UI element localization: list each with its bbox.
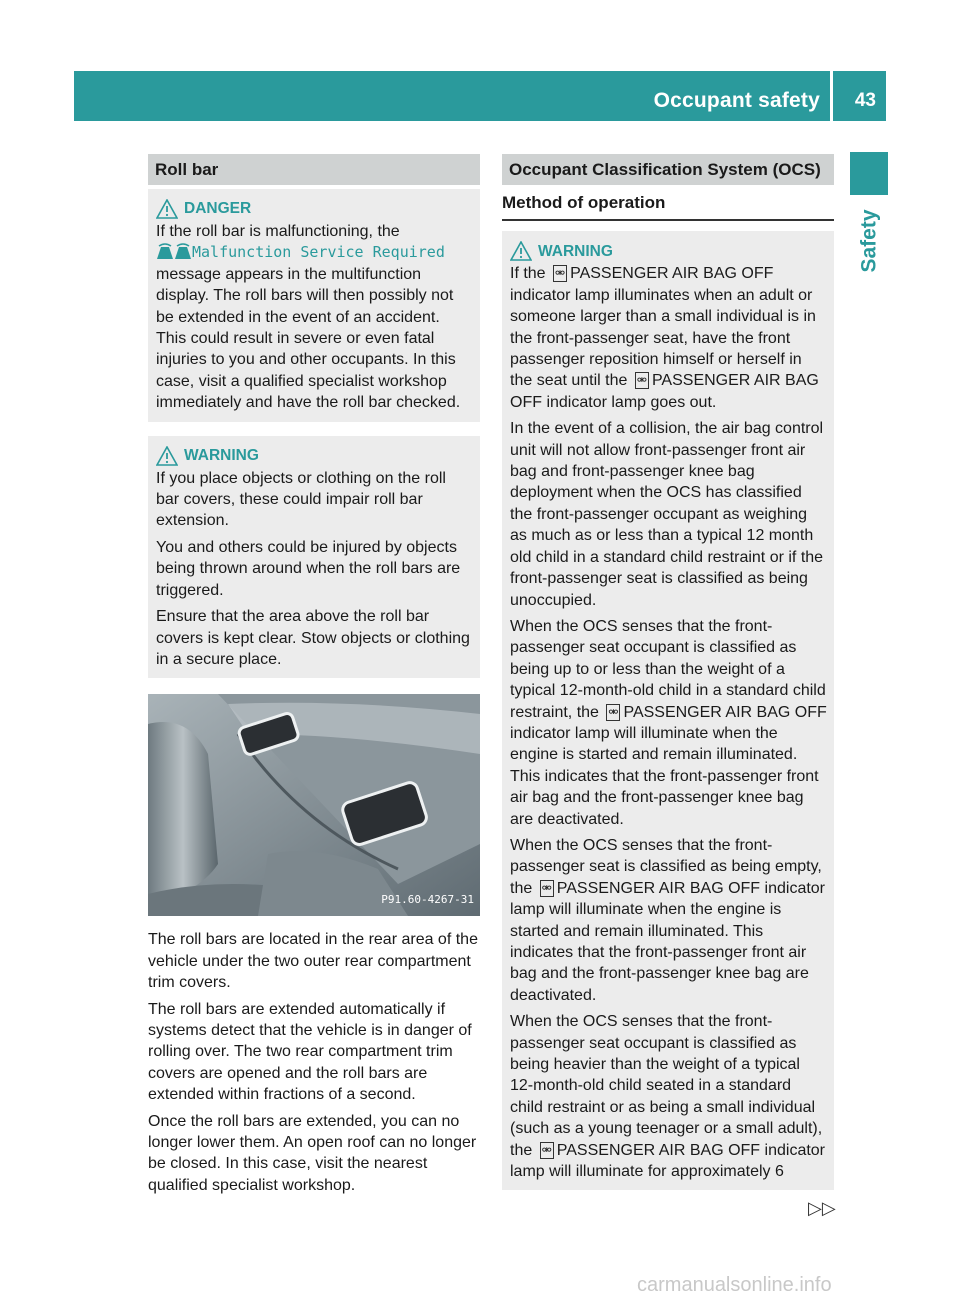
method-of-operation-heading: Method of operation <box>502 185 834 221</box>
warning-triangle-icon <box>156 446 178 466</box>
indicator-name: PASSENGER AIR BAG OFF <box>556 879 761 897</box>
airbag-off-icon: ⚮ <box>608 704 619 719</box>
header-separator <box>830 71 833 121</box>
roll-bar-photo <box>148 694 480 916</box>
airbag-off-icon: ⚮ <box>541 880 552 895</box>
ocs-text: indicator lamp illuminates when an adult or someone larger than a small individual is in the front-passenger seat, have the front passenger reposition himself or herself in the seat until the <box>510 286 816 390</box>
roll-bar-illustration <box>148 694 480 916</box>
side-tab-block <box>850 152 888 195</box>
roll-bar-body <box>148 929 480 1196</box>
page-number: 43 <box>854 90 876 111</box>
danger-label: DANGER <box>184 200 252 218</box>
indicator-name: PASSENGER AIR BAG OFF <box>570 265 774 283</box>
indicator-name: PASSENGER AIR BAG OFF <box>510 372 819 411</box>
danger-box <box>148 189 480 422</box>
airbag-off-icon: ⚮ <box>636 373 647 388</box>
photo-code: P91.60-4267-31 <box>381 892 474 906</box>
roll-bar-heading: Roll bar <box>148 154 480 185</box>
ocs-warning-box <box>502 231 834 1190</box>
danger-text-2: message appears in the multifunction display. The roll bars will then possibly not be extended in the event of an accident. This could result in severe or even fatal injuries to you and other occupants. In this case, visit a qualified specialist workshop immediately and have the roll bar checked. <box>156 265 461 412</box>
watermark: carmanualsonline.info <box>637 1274 832 1296</box>
right-column <box>502 154 834 1190</box>
ocs-text: When the OCS senses that the front-passenger seat is classified as being empty, the <box>510 836 822 897</box>
header-title: Occupant safety <box>653 89 820 112</box>
warning-paragraph: You and others could be injured by objects being thrown around when the roll bars are triggered. <box>156 538 461 599</box>
ocs-text: When the OCS senses that the front-passenger seat occupant is classified as being up to or less than the weight of a typical 12-month-old child in a standard child restraint, the <box>510 617 826 721</box>
ocs-text: indicator lamp will illuminate for approximately 6 <box>510 1141 826 1181</box>
warning-paragraph: Ensure that the area above the roll bar covers is kept clear. Stow objects or clothing in a secure place. <box>156 608 470 668</box>
danger-text-1: If the roll bar is malfunctioning, the <box>156 223 400 240</box>
roll-bar-display-icon <box>156 243 192 260</box>
warning-label: WARNING <box>184 446 259 464</box>
ocs-text: If the <box>510 265 546 283</box>
airbag-off-icon: ⚮ <box>555 266 566 281</box>
airbag-off-icon: ⚮ <box>541 1142 552 1157</box>
warning-box <box>148 436 480 679</box>
ocs-text: indicator lamp will illuminate when the engine is started and remain illuminated. This indicates that the front-passenger front air bag and the front-passenger knee bag are deactivated. <box>510 879 826 1004</box>
warning-triangle-icon <box>156 199 178 219</box>
ocs-heading: Occupant Classification System (OCS) <box>502 154 834 185</box>
ocs-paragraph: In the event of a collision, the air bag control unit will not allow front-passenger front air bag and front-passenger knee bag deployment when the OCS has classified the front-passenger occupant as weighing as much as or less than a typical 12 month old child in a standard child restraint or if the front-passenger seat is classified as being unoccupied. <box>510 420 824 609</box>
warning-label: WARNING <box>538 242 613 260</box>
body-paragraph: The roll bars are extended automatically if systems detect that the vehicle is in danger of rolling over. The two rear compartment trim covers are opened and the roll bars are extended within fractions of a second. <box>148 1000 472 1104</box>
continue-marker: ▷▷ <box>808 1198 836 1218</box>
indicator-name: PASSENGER AIR BAG OFF <box>556 1141 761 1159</box>
ocs-text: indicator lamp will illuminate when the engine is started and remain illuminated. This indicates that the front-passenger front air bag and the front-passenger knee bag are deactivated. <box>510 724 819 828</box>
body-paragraph: The roll bars are located in the rear area of the vehicle under the two outer rear compartment trim covers. <box>148 931 478 992</box>
ocs-text: When the OCS senses that the front-passenger seat occupant is classified as being heavier than the weight of a typical 12-month-old child seated in a standard child restraint or as being a small individual (such as a young teenager or a small adult), the <box>510 1013 823 1159</box>
warning-paragraph: If you place objects or clothing on the roll bar covers, these could impair roll bar extension. <box>156 469 446 530</box>
body-paragraph: Once the roll bars are extended, you can no longer lower them. An open roof can no longer be closed. In this case, visit the nearest qualified specialist workshop. <box>148 1112 477 1194</box>
ocs-text: indicator lamp goes out. <box>546 393 717 411</box>
side-section-label: Safety <box>857 209 881 273</box>
malfunction-message: Malfunction Service Required <box>192 243 445 262</box>
indicator-name: PASSENGER AIR BAG OFF <box>623 703 827 721</box>
header-bar <box>74 71 886 121</box>
left-column <box>148 154 480 1201</box>
warning-triangle-icon <box>510 241 532 261</box>
